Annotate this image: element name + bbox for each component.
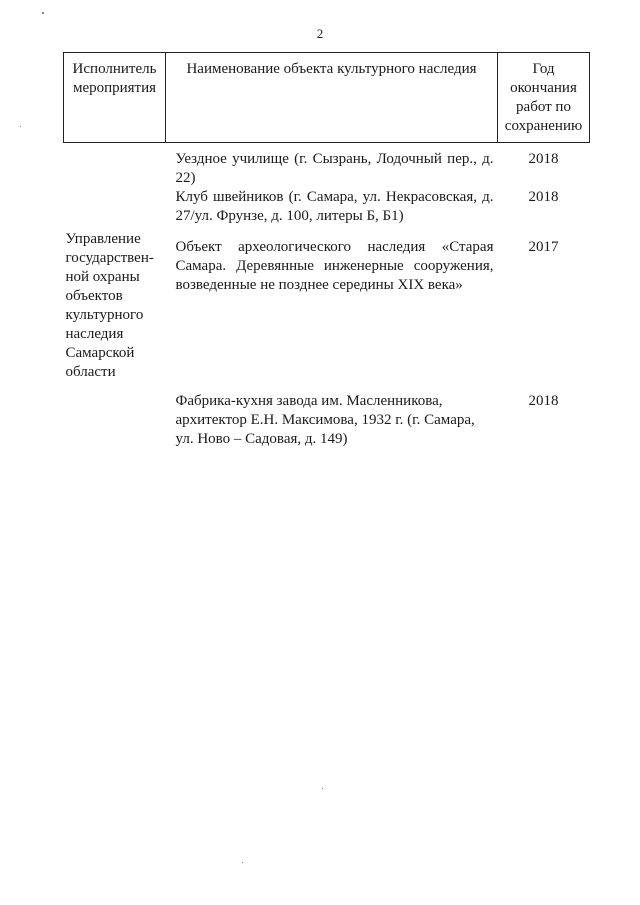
header-executor: Исполнитель мероприятия [64, 53, 166, 143]
header-object-name: Наименование объекта культурного наследия [166, 53, 498, 143]
completion-year: 2018 [528, 151, 559, 167]
object-name: Уездное училище (г. Сызрань, Лодочный пер., д. 22) [175, 151, 494, 186]
executor-name: Управление государствен-ной охраны объектов культурного наследия Самарской области [65, 231, 154, 380]
scan-speck [42, 12, 44, 14]
table-header [64, 53, 590, 143]
object-name: Клуб швейников (г. Самара, ул. Некрасовская, д. 27/ул. Фрунзе, д. 100, литеры Б, Б1) [175, 189, 494, 224]
scan-speck [322, 788, 323, 789]
table-body [64, 143, 590, 450]
heritage-objects-table [63, 52, 590, 449]
table-row [64, 143, 590, 189]
page-number: 2 [316, 26, 324, 41]
completion-year: 2018 [528, 393, 559, 409]
executor-cell [64, 143, 166, 450]
object-name: Объект археологического наследия «Старая Самара. Деревянные инженерные сооружения, возведенные не позднее середины XIX века» [175, 239, 494, 293]
scan-speck [20, 126, 21, 127]
header-row [64, 53, 590, 143]
object-name: Фабрика-кухня завода им. Масленникова, архитектор Е.Н. Максимова, 1932 г. (г. Самара, ул. Ново – Садовая, д. 149) [175, 393, 475, 447]
scan-speck [242, 862, 243, 863]
header-completion-year: Год окончания работ по сохранению [498, 53, 590, 143]
completion-year: 2018 [528, 189, 559, 205]
completion-year: 2017 [528, 239, 559, 255]
